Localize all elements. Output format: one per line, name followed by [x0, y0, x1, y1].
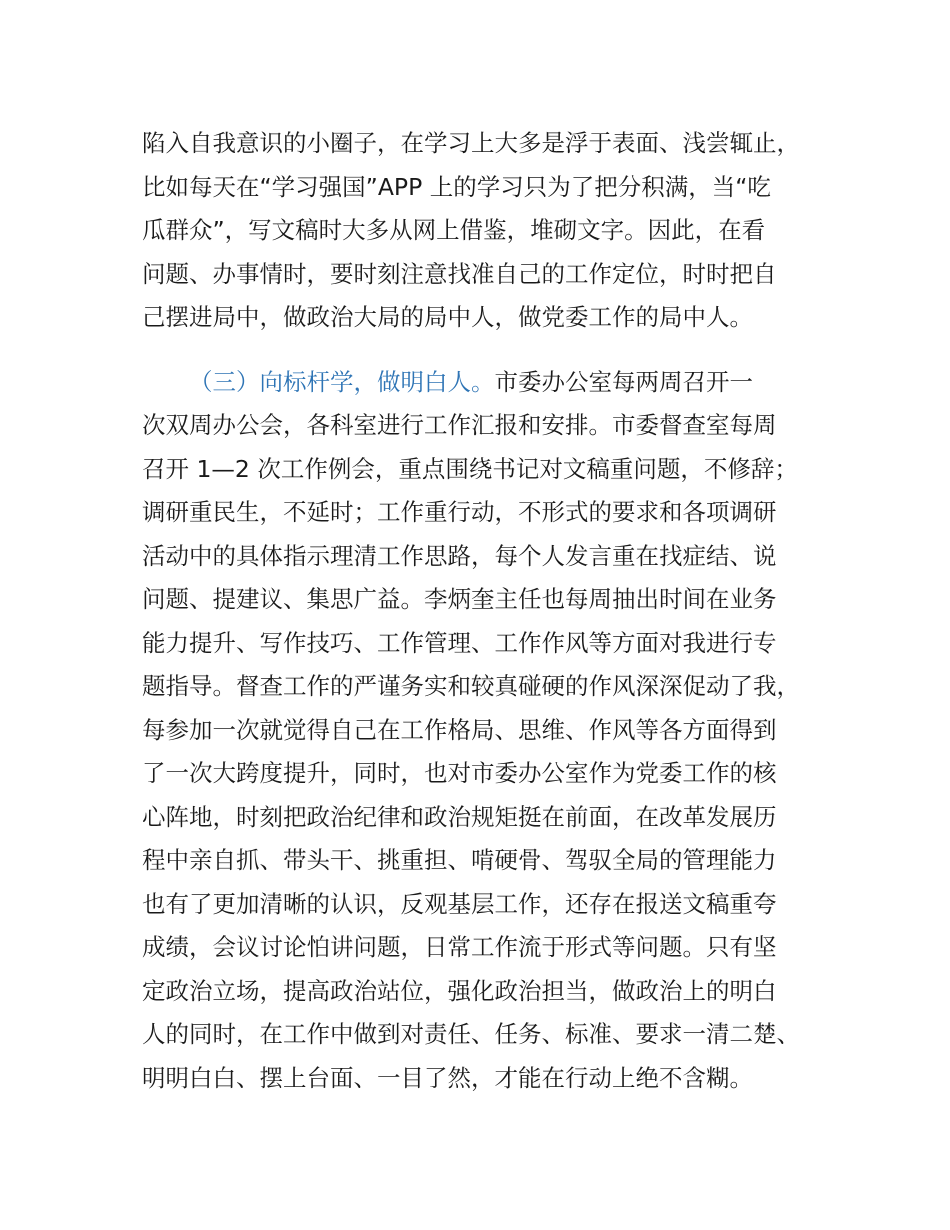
paragraph-2 — [142, 361, 842, 1101]
paragraph-line: 也有了更加清晰的认识，反观基层工作，还存在报送文稿重夸 — [142, 889, 777, 918]
paragraph-1 — [142, 122, 842, 340]
paragraph-line: 问题、提建议、集思广益。李炳奎主任也每周抽出时间在业务 — [142, 585, 777, 613]
paragraph-line: 题指导。督查工作的严谨务实和较真碰硬的作风深深促动了我， — [142, 672, 800, 700]
paragraph-line: 己摆进局中，做政治大局的局中人，做党委工作的局中人。 — [142, 303, 753, 331]
document-body — [142, 122, 842, 1100]
paragraph-line: 明明白白、摆上台面、一目了然，才能在行动上绝不含糊。 — [142, 1063, 753, 1092]
paragraph-line: 程中亲自抓、带头干、挑重担、啃硬骨、驾驭全局的管理能力 — [142, 846, 777, 874]
paragraph-gap — [142, 340, 842, 361]
paragraph-line: 次双周办公会，各科室进行工作汇报和安排。市委督查室每周 — [142, 411, 777, 439]
paragraph-line: 能力提升、写作技巧、工作管理、工作作风等方面对我进行专 — [142, 628, 777, 657]
paragraph-line: 问题、办事情时，要时刻注意找准自己的工作定位，时时把自 — [142, 259, 777, 288]
paragraph-line: 成绩，会议讨论怕讲问题，日常工作流于形式等问题。只有坚 — [142, 933, 777, 961]
paragraph-line: 定政治立场，提高政治站位，强化政治担当，做政治上的明白 — [142, 976, 777, 1005]
paragraph-line: 了一次大跨度提升，同时，也对市委办公室作为党委工作的核 — [142, 759, 777, 787]
paragraph-line: 召开 1—2 次工作例会，重点围绕书记对文稿重问题，不修辞； — [142, 454, 798, 483]
paragraph-line: 每参加一次就觉得自己在工作格局、思维、作风等各方面得到 — [142, 715, 777, 744]
section-heading: （三）向标杆学，做明白人。 — [189, 367, 495, 396]
paragraph-line: 活动中的具体指示理清工作思路，每个人发言重在找症结、说 — [142, 541, 777, 570]
paragraph-line: 心阵地，时刻把政治纪律和政治规矩挺在前面，在改革发展历 — [142, 802, 777, 831]
paragraph-first-line — [142, 361, 842, 405]
paragraph-line: 瓜群众”，写文稿时大多从网上借鉴，堆砌文字。因此，在看 — [142, 216, 766, 244]
paragraph-line: 陷入自我意识的小圈子，在学习上大多是浮于表面、浅尝辄止， — [142, 129, 800, 157]
paragraph-line: 比如每天在“学习强国”APP 上的学习只为了把分积满，当“吃 — [142, 172, 771, 201]
paragraph-line: 人的同时，在工作中做到对责任、任务、标准、要求一清二楚、 — [142, 1020, 800, 1048]
paragraph-line: 调研重民生，不延时；工作重行动，不形式的要求和各项调研 — [142, 498, 777, 526]
paragraph-first-line-text: 市委办公室每两周召开一 — [494, 367, 753, 396]
